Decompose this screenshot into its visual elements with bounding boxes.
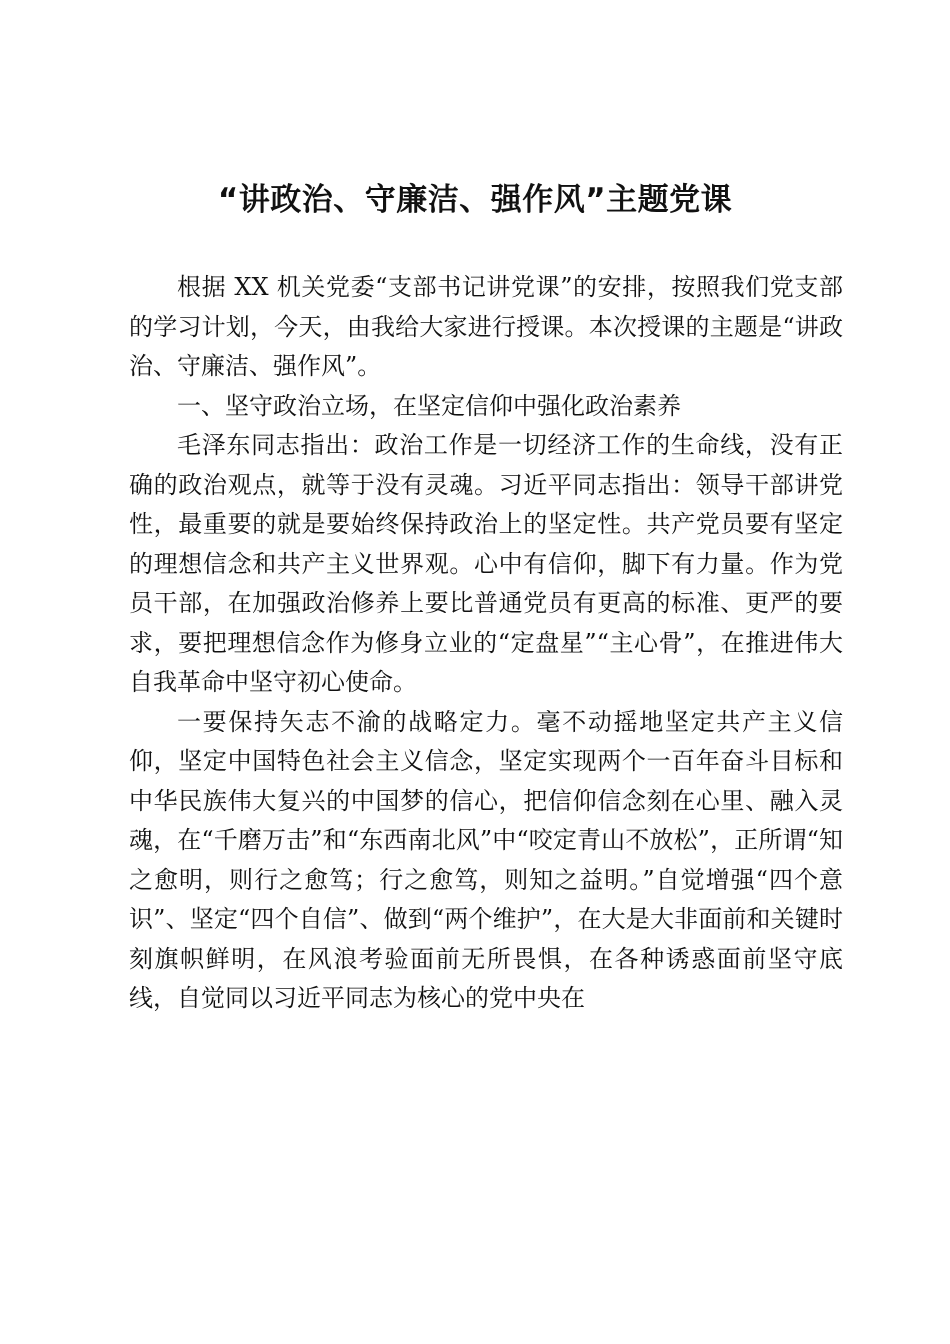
document-title: “讲政治、守廉洁、强作风”主题党课: [217, 182, 733, 218]
section-heading: 一、坚守政治立场，在坚定信仰中强化政治素养: [177, 391, 681, 420]
body-paragraph: 一要保持矢志不渝的战略定力。毫不动摇地坚定共产主义信仰，坚定中国特色社会主义信念，坚定实现两个一百年奋斗目标和中华民族伟大复兴的中国梦的信心，把信仰信念刻在心里、融入灵魂，在“千磨万击”和“东西南北风”中“咬定青山不放松”，正所谓“知之愈明，则行之愈笃；行之愈笃，则知之益明。”自觉增强“四个意识”、坚定“四个自信”、做到“两个维护”，在大是大非面前和关键时刻旗帜鲜明，在风浪考验面前无所畏惧，在各种诱惑面前坚守底线，自觉同以习近平同志为核心的党中央在: [129, 707, 843, 1012]
body-paragraph: 毛泽东同志指出：政治工作是一切经济工作的生命线，没有正确的政治观点，就等于没有灵魂。习近平同志指出：领导干部讲党性，最重要的就是要始终保持政治上的坚定性。共产党员要有坚定的理想信念和共产主义世界观。心中有信仰，脚下有力量。作为党员干部，在加强政治修养上要比普通党员有更高的标准、更严的要求，要把理想信念作为修身立业的“定盘星”“主心骨”，在推进伟大自我革命中坚守初心使命。: [129, 431, 843, 696]
document-body: [129, 268, 843, 1019]
intro-paragraph: 根据 XX 机关党委“支部书记讲党课”的安排，按照我们党支部的学习计划，今天，由我给大家进行授课。本次授课的主题是“讲政治、守廉洁、强作风”。: [129, 273, 843, 380]
